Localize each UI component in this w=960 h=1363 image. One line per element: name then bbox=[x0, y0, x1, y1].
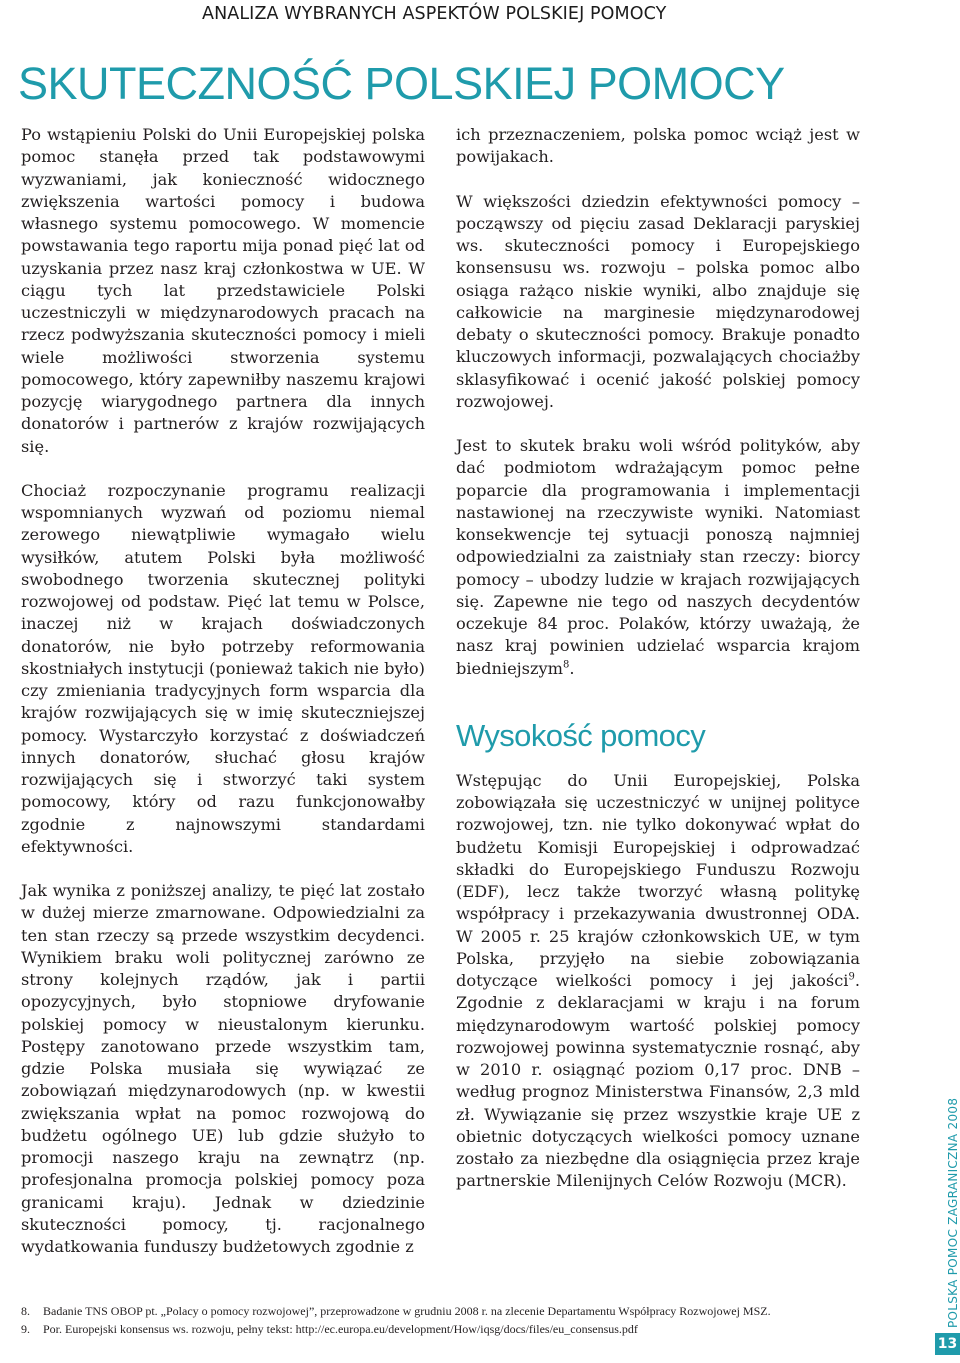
paragraph: W większości dziedzin efektywności pomocy – począwszy od pięciu zasad Deklaracji paryskiej ws. skuteczności pomocy i Europejskiego konsensusu ws. rozwoju – polska pomoc albo osiąga rażąco niskie wyniki, albo znajduje się całkowicie na marginesie międzynarodowej debaty o skuteczności pomocy. Brakuje ponadto kluczowych informacji, pozwalających chociażby sklasyfikować i ocenić jakość polskiej pomocy rozwojowej. bbox=[456, 191, 860, 411]
publication-sidebar-label: POLSKA POMOC ZAGRANICZNA 2008 bbox=[946, 1097, 960, 1328]
left-column bbox=[21, 124, 425, 1258]
running-header: ANALIZA WYBRANYCH ASPEKTÓW POLSKIEJ POMOCY bbox=[202, 4, 667, 24]
page-number-badge: 13 bbox=[935, 1333, 960, 1355]
paragraph-text: Wstępując do Unii Europejskiej, Polska zobowiązała się uczestniczyć w unijnej polityce rozwojowej, tzn. nie tylko dokonywać wpłat do budżetu Komisji Europejskiej i odprowadzać składki do Europejskiego Funduszu Rozwoju (EDF), lecz także tworzyć własną politykę współpracy i przekazywania dwustronnej ODA. W 2005 r. 25 krajów członkowskich UE, w tym Polska, przyjęło na siebie zobowiązania dotyczące wielkości pomocy i jej jakości bbox=[456, 770, 860, 990]
footnote-ref[interactable]: 9 bbox=[848, 971, 855, 983]
right-column bbox=[456, 124, 860, 1193]
footnote-ref[interactable]: 8 bbox=[563, 659, 570, 671]
footnote-text: Badanie TNS OBOP pt. „Polacy o pomocy rozwojowej”, przeprowadzone w grudniu 2008 r. na zlecenie Departamentu Współpracy Rozwojowej MSZ. bbox=[43, 1304, 771, 1318]
footnote-text: Por. Europejski konsensus ws. rozwoju, pełny tekst: http://ec.europa.eu/development/How/iqsg/docs/files/eu_consensus.pdf bbox=[43, 1322, 638, 1336]
paragraph bbox=[456, 770, 860, 1193]
footnote bbox=[21, 1320, 901, 1338]
footnote bbox=[21, 1302, 901, 1320]
paragraph-text: . Zgodnie z deklaracjami w kraju i na forum międzynarodowym wartość polskiej pomocy rozwojowej powinna systematycznie rosnąć, aby w 2010 r. osiągnąć poziom 0,17 proc. DNB – według prognoz Ministerstwa Finansów, 2,3 mld zł. Wywiązanie się przez wszystkie kraje UE z obietnic dotyczących wielkości pomocy uznane zostało za niezbędne dla osiągnięcia przez kraje partnerskie Milenijnych Celów Rozwoju (MCR). bbox=[456, 971, 860, 1191]
footnote-number: 9. bbox=[21, 1322, 30, 1336]
paragraph: Po wstąpieniu Polski do Unii Europejskiej polska pomoc stanęła przed tak podstawowymi wyzwaniami, jak konieczność widocznego zwiększenia wartości pomocy i budowa własnego systemu pomocowego. W momencie powstawania tego raportu mija ponad pięć lat od uzyskania przez nasz kraj członkostwa w UE. W ciągu tych lat przedstawiciele Polski uczestniczyli w międzynarodowych pracach na rzecz podwyższania skuteczności pomocy i mieli wiele możliwości stworzenia systemu pomocowego, który zapewniłby naszemu krajowi pozycję wiarygodnego partnera dla innych donatorów i partnerów z krajów rozwijających się. bbox=[21, 125, 425, 456]
section-subheading: Wysokość pomocy bbox=[456, 717, 706, 753]
page-title: SKUTECZNOŚĆ POLSKIEJ POMOCY bbox=[18, 58, 785, 109]
paragraph: Jak wynika z poniższej analizy, te pięć lat zostało w dużej mierze zmarnowane. Odpowiedzialni za ten stan rzeczy są przede wszystkim decydenci. Wynikiem braku woli politycznej zarówno ze strony kolejnych rządów, jak i partii opozycyjnych, było stopniowe dryfowanie polskiej pomocy w nieustalonym kierunku. Postępy zanotowano przede wszystkim tam, gdzie Polska musiała się wywiązać ze zobowiązań międzynarodowych (np. w kwestii zwiększania wpłat na pomoc rozwojową do budżetu ogólnego UE) lub gdzie służyło to promocji naszego kraju na zewnątrz (np. profesjonalna promocja polskiej pomocy poza granicami kraju). Jednak w dziedzinie skuteczności pomocy, tj. racjonalnego wydatkowania funduszy budżetowych zgodnie z bbox=[21, 881, 425, 1256]
paragraph-end: . bbox=[569, 658, 575, 678]
paragraph-text: Jest to skutek braku woli wśród polityków, aby dać podmiotom wdrażającym pomoc pełne poparcie dla programowania i implementacji nastawionej na rzeczywiste wyniki. Natomiast konsekwencje tej sytuacji ponoszą najmniej odpowiedzialni za zaistniały stan rzeczy: biorcy pomocy – ubodzy ludzie w krajach rozwijających się. Zapewne nie tego od naszych decydentów oczekuje 84 proc. Polaków, którzy uważają, że nasz kraj powinien udzielać wsparcia krajom biedniejszym bbox=[456, 436, 860, 678]
paragraph bbox=[456, 435, 860, 680]
paragraph: Chociaż rozpoczynanie programu realizacji wspomnianych wyzwań od poziomu niemal zerowego niewątpliwie wymagało wielu wysiłków, atutem Polski była możliwość swobodnego tworzenia skutecznej polityki rozwojowej od podstaw. Pięć lat temu w Polsce, inaczej niż w krajach doświadczonych donatorów, nie było potrzeby reformowania skostniałych instytucji (ponieważ takich nie było) czy zmieniania tradycyjnych form wsparcia dla krajów rozwijających się w imię skuteczniejszej pomocy. Wystarczyło korzystać z doświadczeń innych donatorów, słuchać głosu krajów rozwijających się i stworzyć taki system pomocowy, który od razu funkcjonowałby zgodnie z najnowszymi standardami efektywności. bbox=[21, 480, 425, 856]
footnotes bbox=[21, 1302, 901, 1338]
paragraph: ich przeznaczeniem, polska pomoc wciąż jest w powijakach. bbox=[456, 125, 860, 167]
footnote-number: 8. bbox=[21, 1304, 30, 1318]
